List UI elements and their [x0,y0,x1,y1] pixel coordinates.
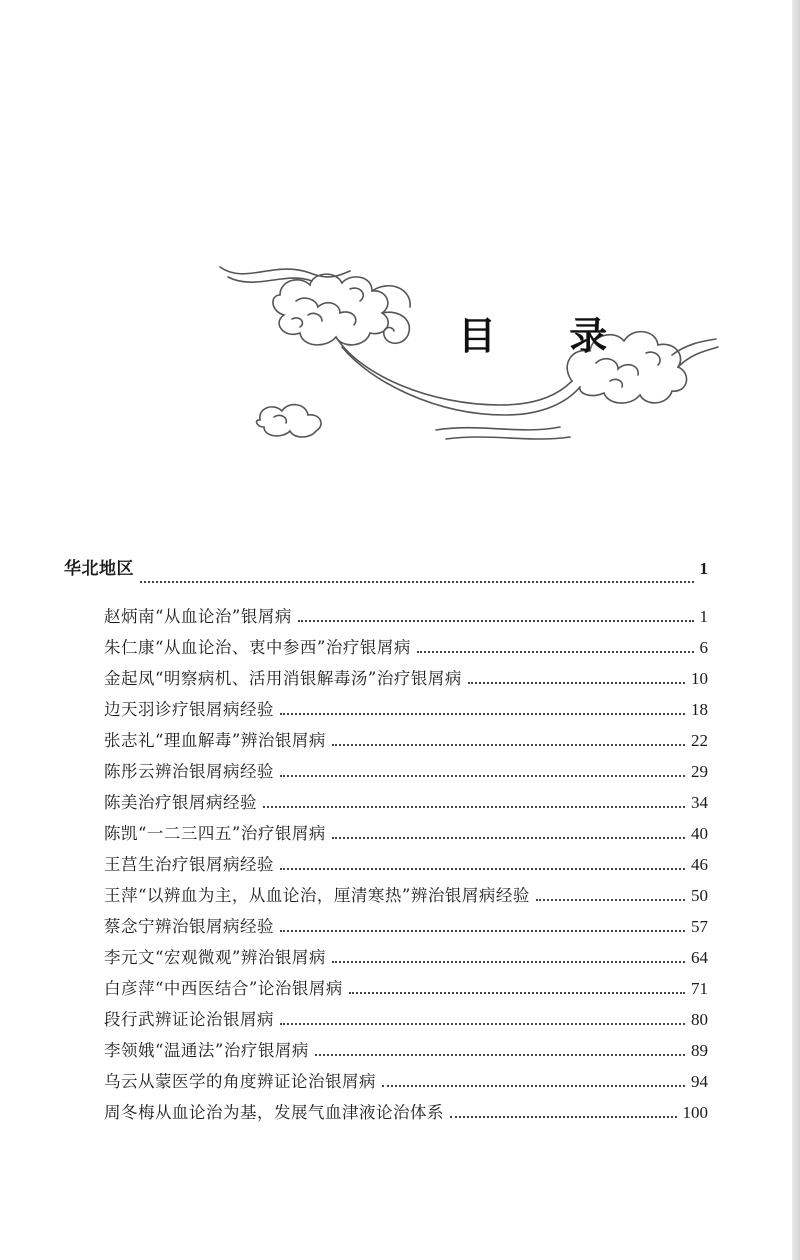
page-edge [792,0,800,1260]
dot-leader [140,580,694,583]
toc-entry-label: 张志礼“理血解毒”辨治银屑病 [104,731,326,750]
toc-entry-label: 王萍“以辨血为主，从血论治，厘清寒热”辨治银屑病经验 [104,886,530,905]
dot-leader [382,1084,685,1087]
toc-entry-label: 陈凯“一二三四五”治疗银屑病 [104,824,326,843]
dot-leader [263,805,685,808]
toc-entry[interactable] [64,818,708,849]
toc-entry[interactable] [64,942,708,973]
dot-leader [280,867,685,870]
toc-entry[interactable] [64,601,708,632]
toc-page-number: 71 [691,979,708,998]
toc-page-number: 64 [691,948,708,967]
dot-leader [536,898,685,901]
toc-page-number: 1 [699,607,708,626]
toc-entry-label: 白彦萍“中西医结合”论治银屑病 [104,979,343,998]
toc-section-label: 华北地区 [64,559,134,579]
toc-page-number: 34 [691,793,708,812]
toc-entry[interactable] [64,663,708,694]
dot-leader [450,1115,677,1118]
toc-entry[interactable] [64,849,708,880]
dot-leader [332,836,685,839]
toc-entry-label: 陈彤云辨治银屑病经验 [104,762,274,781]
toc-page-number: 50 [691,886,708,905]
dot-leader [417,650,694,653]
dot-leader [298,619,694,622]
toc-entry-label: 蔡念宁辨治银屑病经验 [104,917,274,936]
toc-page-number: 80 [691,1010,708,1029]
toc-entry-label: 朱仁康“从血论治、衷中参西”治疗银屑病 [104,638,411,657]
toc-entry[interactable] [64,725,708,756]
toc-page-number: 100 [682,1103,708,1122]
dot-leader [468,681,685,684]
toc-page-number: 10 [691,669,708,688]
toc-entry[interactable] [64,694,708,725]
toc-entry[interactable] [64,787,708,818]
toc-page-number: 89 [691,1041,708,1060]
toc-page-number: 29 [691,762,708,781]
toc-page-number: 22 [691,731,708,750]
toc-page-number: 1 [699,559,708,578]
dot-leader [332,743,685,746]
table-of-contents [64,553,708,1128]
toc-entry[interactable] [64,911,708,942]
toc-entry-label: 边天羽诊疗银屑病经验 [104,700,274,719]
toc-entry[interactable] [64,1066,708,1097]
toc-entry-label: 李元文“宏观微观”辨治银屑病 [104,948,326,967]
toc-entry-label: 王莒生治疗银屑病经验 [104,855,274,874]
toc-page-number: 18 [691,700,708,719]
dot-leader [332,960,685,963]
toc-entry-label: 金起凤“明察病机、活用消银解毒汤”治疗银屑病 [104,669,462,688]
dot-leader [280,929,685,932]
toc-entry[interactable] [64,1004,708,1035]
toc-page-number: 6 [699,638,708,657]
toc-page-number: 57 [691,917,708,936]
toc-entry[interactable] [64,880,708,911]
page-title: 目 录 [458,314,638,358]
toc-page-number: 94 [691,1072,708,1091]
dot-leader [280,1022,685,1025]
dot-leader [280,774,685,777]
toc-entry[interactable] [64,756,708,787]
dot-leader [315,1053,685,1056]
toc-entry-label: 段行武辨证论治银屑病 [104,1010,274,1029]
dot-leader [280,712,685,715]
toc-entry[interactable] [64,632,708,663]
dot-leader [349,991,685,994]
toc-page-number: 46 [691,855,708,874]
toc-entry[interactable] [64,1097,708,1128]
toc-entry-label: 李领娥“温通法”治疗银屑病 [104,1041,309,1060]
toc-entry-label: 周冬梅从血论治为基，发展气血津液论治体系 [104,1103,444,1122]
toc-entry-label: 乌云从蒙医学的角度辨证论治银屑病 [104,1072,376,1091]
toc-entry[interactable] [64,1035,708,1066]
toc-section-north-china[interactable] [64,553,708,601]
toc-page-number: 40 [691,824,708,843]
toc-entry-label: 赵炳南“从血论治”银屑病 [104,607,292,626]
toc-entry-label: 陈美治疗银屑病经验 [104,793,257,812]
toc-entry[interactable] [64,973,708,1004]
